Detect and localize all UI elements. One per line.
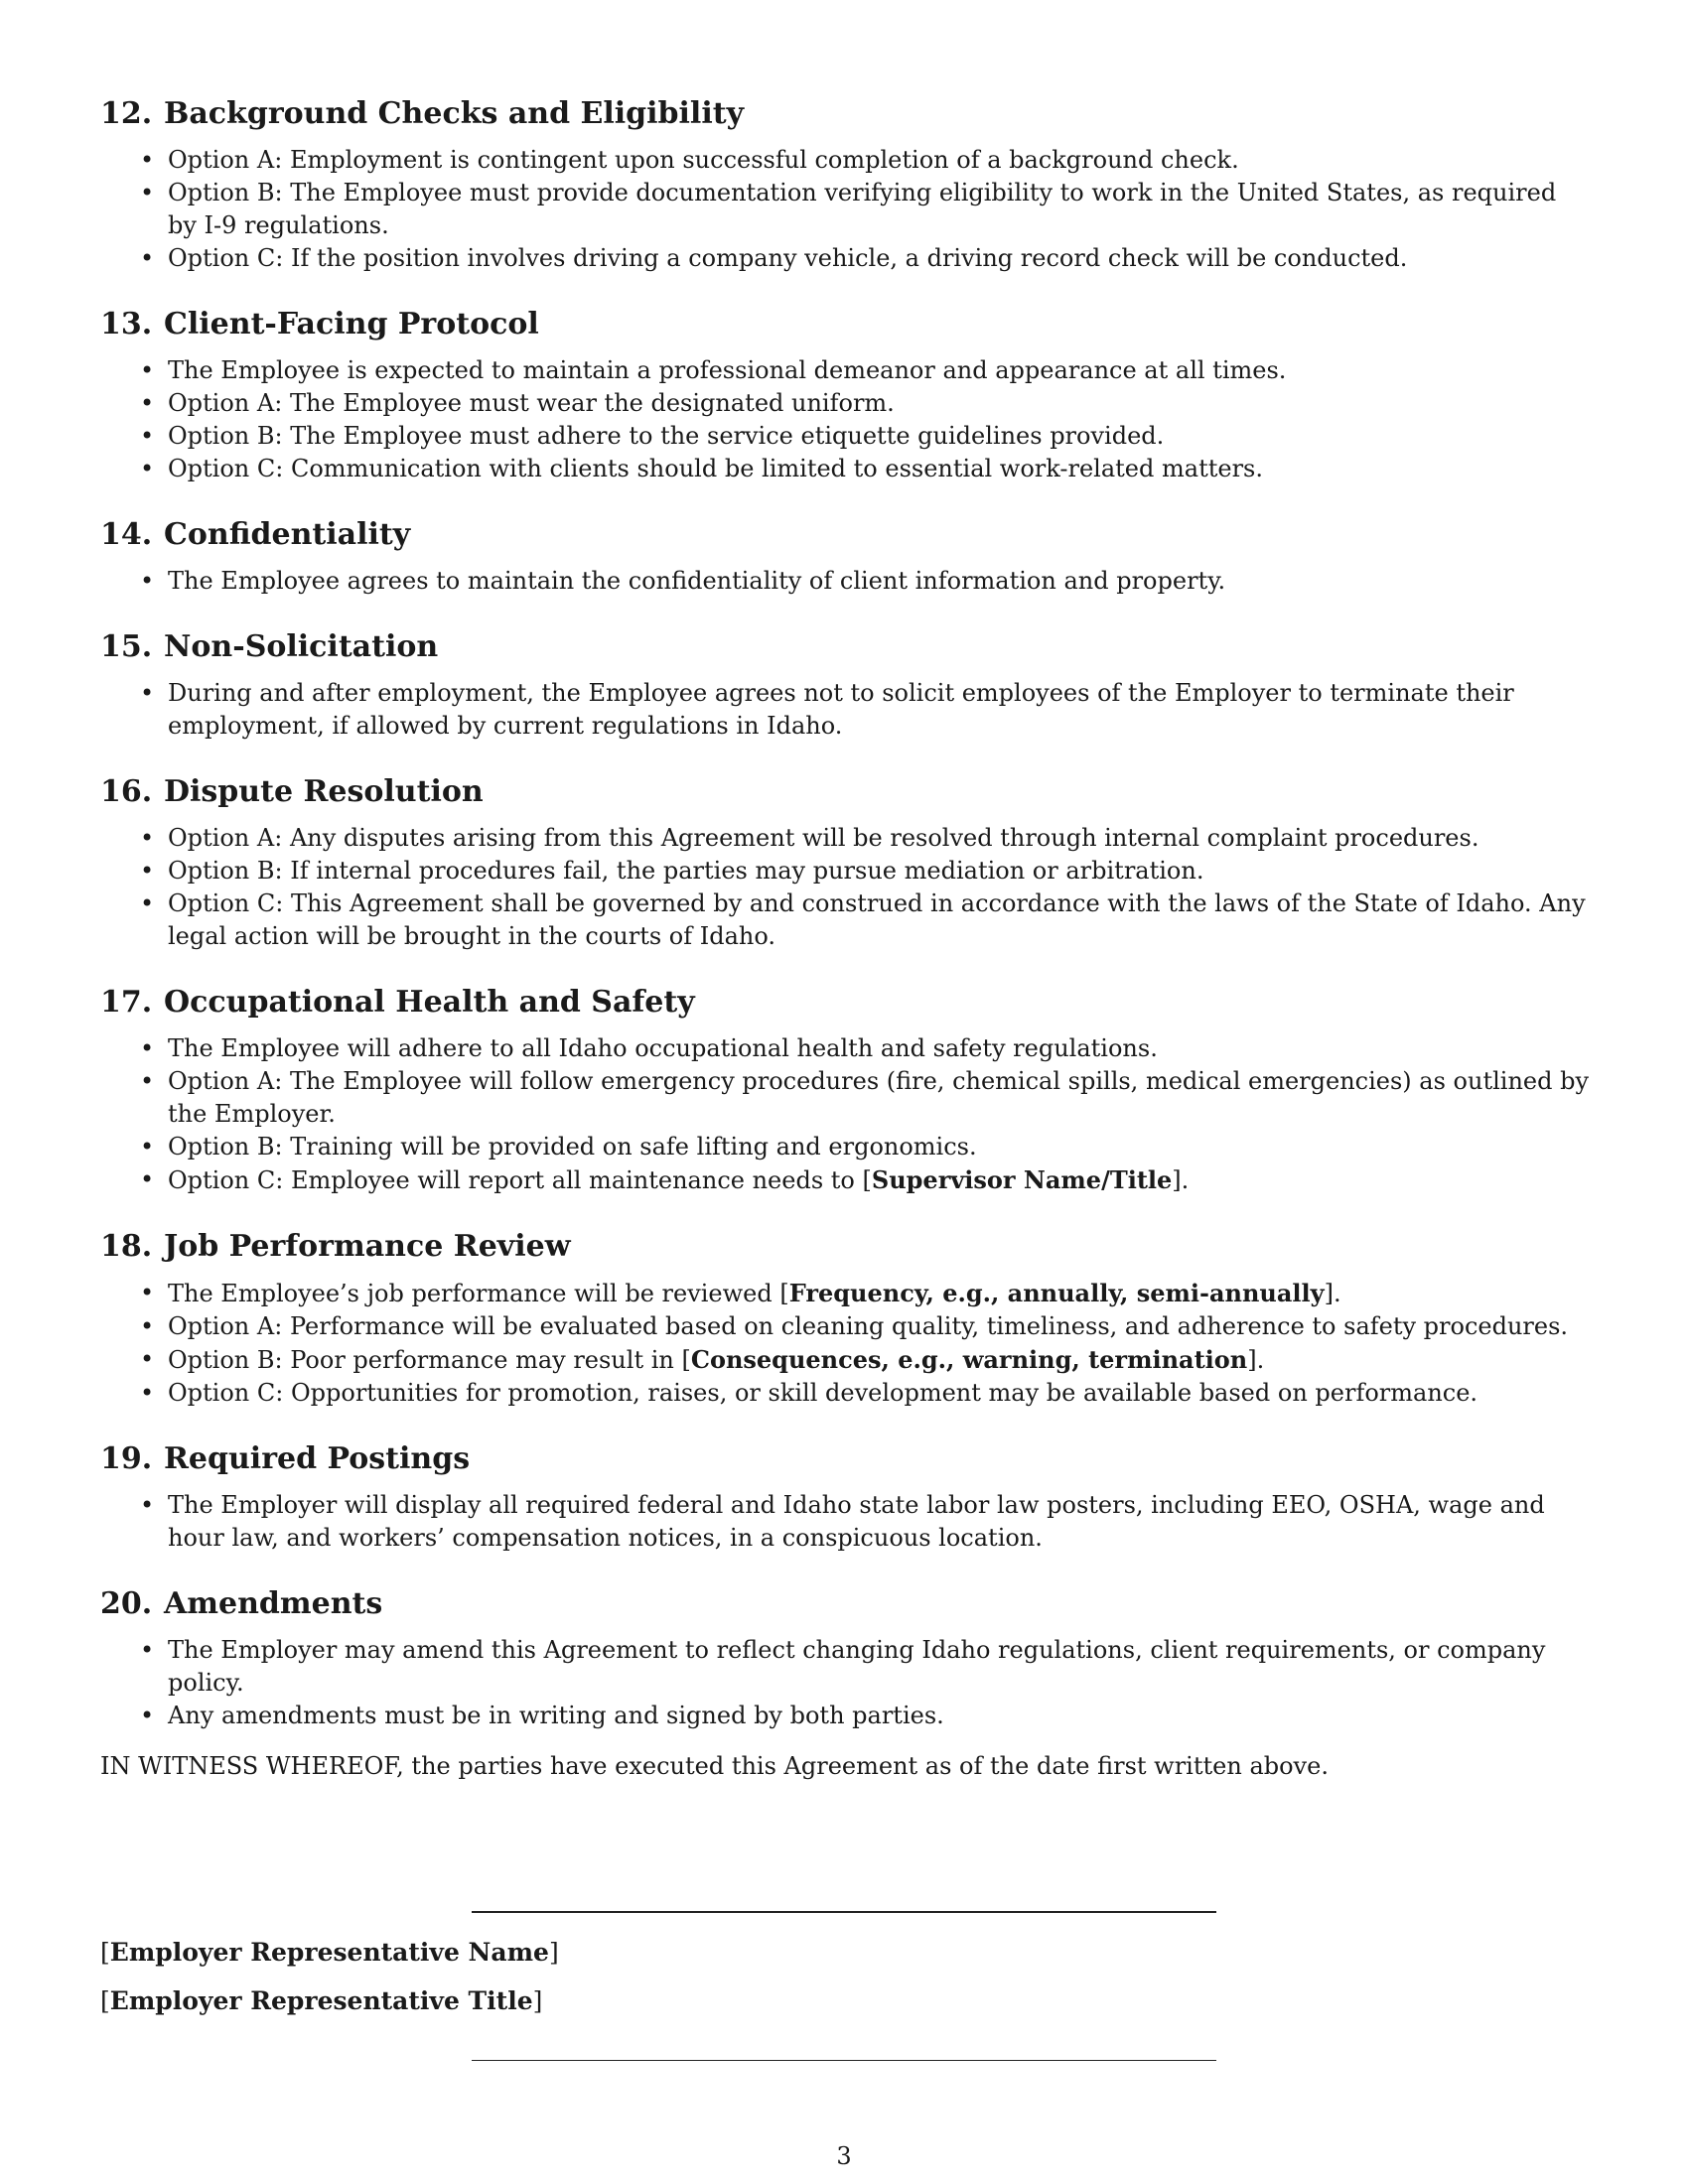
section-17 bbox=[100, 983, 1590, 1197]
list-item bbox=[100, 1131, 1590, 1163]
section-13 bbox=[100, 305, 1590, 485]
bullet-list bbox=[100, 354, 1590, 485]
page-number: 3 bbox=[836, 2142, 852, 2170]
item-text: Option B: If internal procedures fail, the parties may pursue mediation or arbitration. bbox=[168, 857, 1204, 885]
item-text: Option A: Performance will be evaluated based on cleaning quality, timeliness, and adherence to safety procedures. bbox=[168, 1312, 1569, 1340]
bullet-icon: • bbox=[140, 1279, 155, 1306]
item-text: Option A: Any disputes arising from this Agreement will be resolved through internal complaint procedures. bbox=[168, 824, 1479, 852]
list-item bbox=[100, 1277, 1590, 1310]
section-title: Confidentiality bbox=[164, 517, 411, 552]
section-title: Job Performance Review bbox=[164, 1229, 571, 1264]
section-number: 17. bbox=[100, 985, 153, 1020]
section-heading bbox=[100, 772, 1590, 812]
item-text: Option A: The Employee must wear the designated uniform. bbox=[168, 389, 895, 417]
bullet-icon: • bbox=[140, 356, 155, 384]
section-heading bbox=[100, 305, 1590, 344]
employer-representative-name: [Employer Representative Name] bbox=[100, 1938, 559, 1967]
bullet-icon: • bbox=[140, 857, 155, 885]
bullet-list bbox=[100, 1634, 1590, 1732]
list-item bbox=[100, 677, 1590, 743]
item-text: Option C: Opportunities for promotion, raises, or skill development may be available based on performance. bbox=[168, 1379, 1478, 1407]
bullet-list bbox=[100, 144, 1590, 275]
section-20 bbox=[100, 1584, 1590, 1732]
list-item bbox=[100, 1634, 1590, 1700]
item-text: The Employee will adhere to all Idaho occupational health and safety regulations. bbox=[168, 1034, 1158, 1062]
item-text: Option B: Training will be provided on safe lifting and ergonomics. bbox=[168, 1133, 977, 1160]
item-text: Option A: Employment is contingent upon successful completion of a background check. bbox=[168, 146, 1239, 174]
witness-statement: IN WITNESS WHEREOF, the parties have executed this Agreement as of the date first written above. bbox=[100, 1752, 1329, 1780]
bullet-list bbox=[100, 677, 1590, 743]
section-number: 20. bbox=[100, 1586, 153, 1621]
list-item bbox=[100, 822, 1590, 855]
list-item bbox=[100, 1310, 1590, 1343]
bullet-icon: • bbox=[140, 1636, 155, 1664]
section-number: 15. bbox=[100, 629, 153, 664]
item-text: Option C: This Agreement shall be governed by and construed in accordance with the laws of the State of Idaho. Any legal action will be brought in the courts of Idaho. bbox=[168, 889, 1586, 950]
bullet-icon: • bbox=[140, 1345, 155, 1373]
section-title: Dispute Resolution bbox=[164, 774, 484, 809]
section-heading bbox=[100, 94, 1590, 134]
section-heading bbox=[100, 515, 1590, 555]
bullet-icon: • bbox=[140, 1379, 155, 1407]
section-title: Client-Facing Protocol bbox=[164, 307, 539, 341]
item-text: The Employee is expected to maintain a professional demeanor and appearance at all times. bbox=[168, 356, 1287, 384]
employer-representative-title: [Employer Representative Title] bbox=[100, 1986, 543, 2015]
item-text: Option C: Communication with clients should be limited to essential work-related matters. bbox=[168, 455, 1263, 482]
bullet-icon: • bbox=[140, 567, 155, 595]
bullet-icon: • bbox=[140, 1067, 155, 1095]
bullet-icon: • bbox=[140, 389, 155, 417]
section-number: 12. bbox=[100, 96, 153, 131]
list-item bbox=[100, 1032, 1590, 1065]
bullet-icon: • bbox=[140, 422, 155, 450]
section-15 bbox=[100, 627, 1590, 743]
section-title: Occupational Health and Safety bbox=[164, 985, 695, 1020]
section-19 bbox=[100, 1439, 1590, 1555]
employer-signature-line bbox=[472, 1911, 1216, 1913]
bullet-icon: • bbox=[140, 889, 155, 917]
list-item bbox=[100, 387, 1590, 420]
item-text: Option C: Employee will report all maintenance needs to [ bbox=[168, 1166, 872, 1194]
item-text: Option B: The Employee must provide documentation verifying eligibility to work in the United States, as required by I-9 regulations. bbox=[168, 179, 1557, 239]
placeholder-field: Consequences, e.g., warning, termination bbox=[690, 1345, 1248, 1374]
section-18 bbox=[100, 1227, 1590, 1410]
bullet-icon: • bbox=[140, 1133, 155, 1160]
section-heading bbox=[100, 1227, 1590, 1267]
section-number: 19. bbox=[100, 1441, 153, 1476]
list-item bbox=[100, 1163, 1590, 1197]
bullet-list bbox=[100, 1032, 1590, 1197]
section-number: 13. bbox=[100, 307, 153, 341]
list-item bbox=[100, 177, 1590, 242]
item-text: The Employer may amend this Agreement to reflect changing Idaho regulations, client requirements, or company policy. bbox=[168, 1636, 1546, 1697]
item-text: Option C: If the position involves driving a company vehicle, a driving record check will be conducted. bbox=[168, 244, 1408, 272]
bullet-icon: • bbox=[140, 824, 155, 852]
section-number: 16. bbox=[100, 774, 153, 809]
list-item bbox=[100, 855, 1590, 887]
item-text: ]. bbox=[1247, 1346, 1265, 1374]
bullet-icon: • bbox=[140, 146, 155, 174]
bullet-icon: • bbox=[140, 1491, 155, 1519]
employee-signature-line bbox=[472, 2060, 1216, 2061]
item-text: The Employer will display all required federal and Idaho state labor law posters, including EEO, OSHA, wage and hour law, and workers’ compensation notices, in a conspicuous location. bbox=[168, 1491, 1545, 1552]
bullet-list bbox=[100, 822, 1590, 953]
section-title: Amendments bbox=[164, 1586, 383, 1621]
bullet-icon: • bbox=[140, 1702, 155, 1729]
placeholder-field: Supervisor Name/Title bbox=[871, 1165, 1173, 1194]
list-item bbox=[100, 1065, 1590, 1131]
list-item bbox=[100, 144, 1590, 177]
bullet-icon: • bbox=[140, 679, 155, 707]
list-item bbox=[100, 453, 1590, 485]
list-item bbox=[100, 1343, 1590, 1377]
bullet-list bbox=[100, 1277, 1590, 1410]
section-title: Required Postings bbox=[164, 1441, 471, 1476]
list-item bbox=[100, 565, 1590, 598]
list-item bbox=[100, 1700, 1590, 1732]
bullet-icon: • bbox=[140, 1165, 155, 1193]
bullet-list bbox=[100, 565, 1590, 598]
list-item bbox=[100, 1489, 1590, 1555]
item-text: Any amendments must be in writing and signed by both parties. bbox=[168, 1702, 944, 1729]
bullet-icon: • bbox=[140, 179, 155, 206]
list-item bbox=[100, 242, 1590, 275]
item-text: ]. bbox=[1172, 1166, 1190, 1194]
list-item bbox=[100, 887, 1590, 953]
item-text: Option A: The Employee will follow emergency procedures (fire, chemical spills, medical emergencies) as outlined by the Employer. bbox=[168, 1067, 1590, 1128]
list-item bbox=[100, 420, 1590, 453]
section-title: Background Checks and Eligibility bbox=[164, 96, 745, 131]
item-text: Option B: Poor performance may result in [ bbox=[168, 1346, 691, 1374]
section-14 bbox=[100, 515, 1590, 598]
bullet-icon: • bbox=[140, 1312, 155, 1340]
item-text: The Employee agrees to maintain the confidentiality of client information and property. bbox=[168, 567, 1226, 595]
list-item bbox=[100, 1377, 1590, 1410]
bullet-icon: • bbox=[140, 1034, 155, 1062]
item-text: Option B: The Employee must adhere to the service etiquette guidelines provided. bbox=[168, 422, 1165, 450]
section-12 bbox=[100, 94, 1590, 275]
bullet-list bbox=[100, 1489, 1590, 1555]
item-text: During and after employment, the Employee agrees not to solicit employees of the Employer to terminate their employment, if allowed by current regulations in Idaho. bbox=[168, 679, 1514, 740]
section-title: Non-Solicitation bbox=[164, 629, 439, 664]
placeholder-field: Frequency, e.g., annually, semi-annually bbox=[788, 1279, 1325, 1307]
section-heading bbox=[100, 983, 1590, 1023]
section-number: 18. bbox=[100, 1229, 153, 1264]
section-heading bbox=[100, 1439, 1590, 1479]
section-16 bbox=[100, 772, 1590, 953]
section-number: 14. bbox=[100, 517, 153, 552]
list-item bbox=[100, 354, 1590, 387]
bullet-icon: • bbox=[140, 455, 155, 482]
bullet-icon: • bbox=[140, 244, 155, 272]
item-text: ]. bbox=[1324, 1280, 1341, 1307]
item-text: The Employee’s job performance will be reviewed [ bbox=[168, 1280, 789, 1307]
section-heading bbox=[100, 1584, 1590, 1624]
document-body bbox=[100, 94, 1590, 1783]
section-heading bbox=[100, 627, 1590, 667]
